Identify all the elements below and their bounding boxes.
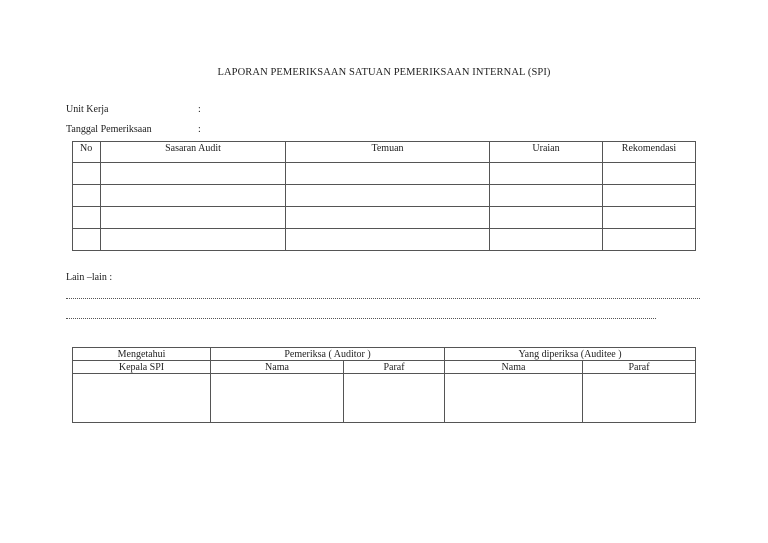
auditee-header: Yang diperiksa (Auditee ) (445, 348, 696, 361)
auditor-header: Pemeriksa ( Auditor ) (211, 348, 445, 361)
auditor-name-header: Nama (211, 361, 344, 374)
table-row (73, 229, 696, 251)
tanggal-pemeriksaan-label: Tanggal Pemeriksaan (66, 124, 152, 135)
header-rekomendasi: Rekomendasi (603, 142, 696, 163)
unit-kerja-label: Unit Kerja (66, 104, 109, 115)
auditor-initial-header: Paraf (344, 361, 445, 374)
auditee-name-header: Nama (445, 361, 583, 374)
table-cell[interactable] (286, 163, 490, 185)
table-cell[interactable] (286, 185, 490, 207)
signature-subheader-row (73, 361, 696, 374)
other-notes-label: Lain –lain : (66, 272, 113, 283)
header-uraian: Uraian (490, 142, 603, 163)
table-cell[interactable] (73, 163, 101, 185)
table-cell[interactable] (490, 163, 603, 185)
table-cell[interactable] (73, 185, 101, 207)
signature-table (72, 347, 696, 423)
table-cell[interactable] (603, 185, 696, 207)
dotted-line-1 (66, 298, 700, 299)
table-cell[interactable] (490, 185, 603, 207)
table-cell[interactable] (286, 207, 490, 229)
table-row (73, 163, 696, 185)
header-temuan: Temuan (286, 142, 490, 163)
auditor-initial-cell[interactable] (344, 374, 445, 423)
table-row (73, 207, 696, 229)
acknowledged-header: Mengetahui (73, 348, 211, 361)
table-cell[interactable] (101, 185, 286, 207)
table-cell[interactable] (603, 163, 696, 185)
table-cell[interactable] (73, 207, 101, 229)
auditee-name-cell[interactable] (445, 374, 583, 423)
signature-header-row (73, 348, 696, 361)
table-row (73, 185, 696, 207)
findings-header-row (73, 142, 696, 163)
auditee-initial-header: Paraf (583, 361, 696, 374)
auditee-initial-cell[interactable] (583, 374, 696, 423)
header-no: No (73, 142, 101, 163)
head-spi-signature-cell[interactable] (73, 374, 211, 423)
dotted-line-2 (66, 318, 656, 319)
auditor-name-cell[interactable] (211, 374, 344, 423)
table-cell[interactable] (101, 207, 286, 229)
table-cell[interactable] (101, 163, 286, 185)
table-cell[interactable] (603, 229, 696, 251)
header-sasaran-audit: Sasaran Audit (101, 142, 286, 163)
table-cell[interactable] (101, 229, 286, 251)
table-cell[interactable] (603, 207, 696, 229)
findings-table (72, 141, 696, 251)
table-cell[interactable] (490, 229, 603, 251)
table-cell[interactable] (286, 229, 490, 251)
unit-kerja-colon: : (198, 104, 201, 115)
table-cell[interactable] (73, 229, 101, 251)
head-spi-header: Kepala SPI (73, 361, 211, 374)
tanggal-pemeriksaan-colon: : (198, 124, 201, 135)
table-cell[interactable] (490, 207, 603, 229)
signature-space-row (73, 374, 696, 423)
document-title: LAPORAN PEMERIKSAAN SATUAN PEMERIKSAAN INTERNAL (SPI) (217, 67, 551, 78)
